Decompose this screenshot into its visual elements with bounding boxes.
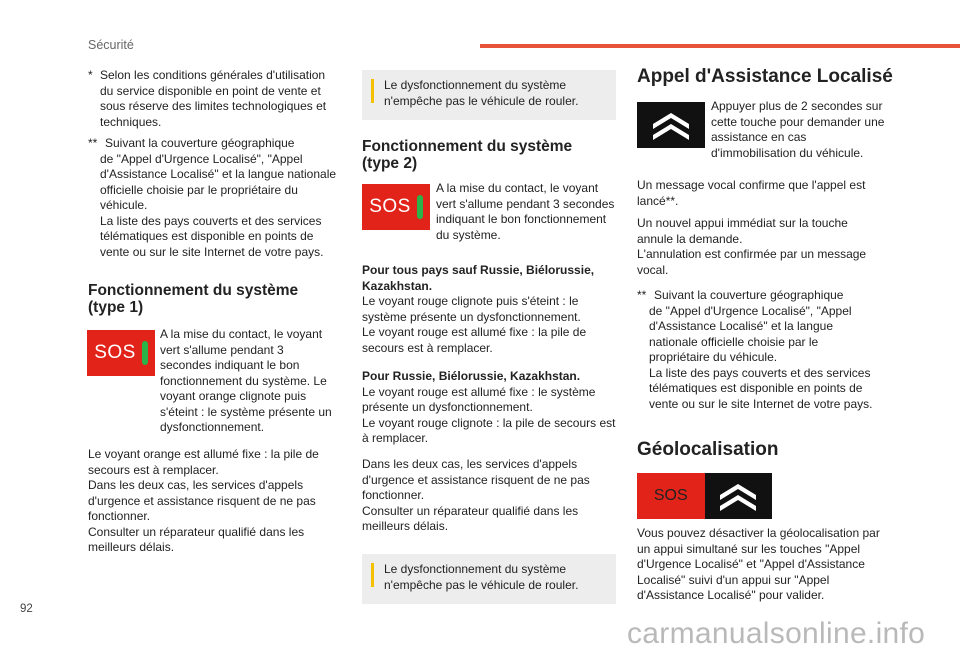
sos-label: SOS (653, 487, 688, 504)
chevrons-icon (716, 479, 760, 513)
footnote-text: La liste des pays couverts et des services télématiques est disponible en points de vente ou sur le site Internet de votre pays. (100, 213, 324, 259)
footnote-double-star (88, 136, 338, 260)
heading-geolocalisation: Géolocalisation (637, 439, 779, 460)
geolocalisation-paragraph: Vous pouvez désactiver la géolocalisation par un appui simultané sur les touches "Appel d'Urgence Localisé" et "Appel d'Assistance Localisé" suivi d'un appui sur "Appel d'Assistance Localisé" pour valider. (637, 526, 880, 602)
sos-button-image (87, 330, 155, 376)
assistance-button-image (705, 473, 773, 519)
page-number: 92 (20, 603, 33, 615)
sos-label: SOS (369, 196, 411, 217)
footnote-first-line: Suivant la couverture géographique (654, 288, 844, 302)
paragraph-line: Un nouvel appui immédiat sur la touche annule la demande. (637, 216, 848, 246)
footnote-single-star (88, 68, 338, 130)
footnote-double-star (637, 288, 882, 412)
info-box (362, 554, 616, 604)
footnote-mark: ** (88, 136, 98, 150)
assistance-button-image (637, 102, 705, 148)
sos-button-image (637, 473, 705, 519)
paragraph-line: Le voyant rouge clignote puis s'éteint : le système présente un dysfonctionnement. (362, 294, 581, 324)
green-led-icon (142, 341, 148, 365)
type2-block-2 (362, 369, 618, 447)
header-accent-bar (480, 44, 960, 48)
cancel-paragraph (637, 216, 882, 278)
paragraph-line: L'annulation est confirmée par un message vocal. (637, 247, 867, 277)
chevrons-icon (649, 108, 693, 142)
paragraph-line: Le voyant rouge est allumé fixe : le système présente un dysfonctionnement. (362, 384, 596, 414)
heading-assistance: Appel d'Assistance Localisé (637, 66, 893, 87)
block-title: Pour Russie, Biélorussie, Kazakhstan. (362, 369, 581, 383)
heading-line: (type 2) (362, 155, 418, 172)
type1-paragraph (88, 447, 338, 556)
heading-line: Fonctionnement du système (362, 138, 573, 155)
info-text: Le dysfonctionnement du système n'empêche pas le véhicule de rouler. (384, 562, 579, 592)
type1-description: A la mise du contact, le voyant vert s'allume pendant 3 secondes indiquant le bon fonctionnement du système. Le voyant orange clignote puis s'éteint : le système présente un dysfonctionnement. (160, 327, 332, 434)
footnote-text: Selon les conditions générales d'utilisation du service disponible en point de vente et sous réserve des limites technologiques et techniques. (100, 68, 327, 129)
footnote-text: de "Appel d'Urgence Localisé", "Appel d'Assistance Localisé" et la langue nationale officielle choisie par le propriétaire du véhicule. (649, 303, 852, 364)
type2-description: A la mise du contact, le voyant vert s'allume pendant 3 secondes indiquant le bon fonctionnement du système. (436, 181, 615, 242)
green-led-icon (417, 195, 423, 219)
heading-type1 (88, 282, 338, 316)
info-bar (371, 563, 374, 587)
info-box (362, 70, 616, 120)
paragraph-line: Consulter un réparateur qualifié dans les meilleurs délais. (88, 524, 305, 554)
footnote-first-line: Suivant la couverture géographique (105, 136, 295, 150)
section-label: Sécurité (88, 38, 134, 52)
footnote-mark: ** (637, 288, 647, 302)
paragraph-line: Le voyant rouge est allumé fixe : la pile de secours est à remplacer. (362, 325, 587, 355)
sos-label: SOS (94, 342, 136, 363)
footnote-mark: * (88, 68, 93, 82)
footnote-text: La liste des pays couverts et des services télématiques est disponible en points de vente ou sur le site Internet de votre pays. (649, 365, 873, 411)
heading-line: (type 1) (88, 299, 144, 316)
assistance-description: Appuyer plus de 2 secondes sur cette touche pour demander une assistance en cas d'immobilisation du véhicule. (711, 99, 885, 160)
paragraph-line: Le voyant rouge clignote : la pile de secours est à remplacer. (362, 415, 616, 445)
footnote-text: de "Appel d'Urgence Localisé", "Appel d'Assistance Localisé" et la langue nationale officielle choisie par le propriétaire du véhicule. (100, 151, 337, 212)
heading-line: Fonctionnement du système (88, 282, 299, 299)
geolocalisation-buttons-image (637, 473, 772, 519)
watermark: carmanualsonline.info (627, 617, 926, 650)
paragraph: Un message vocal confirme que l'appel est lancé**. (637, 178, 866, 208)
type2-paragraph (362, 457, 618, 535)
heading-type2 (362, 138, 618, 172)
info-bar (371, 79, 374, 103)
block-title: Pour tous pays sauf Russie, Biélorussie, Kazakhstan. (362, 263, 595, 293)
sos-button-image (362, 184, 430, 230)
paragraph-line: Dans les deux cas, les services d'appels d'urgence et assistance risquent de ne pas fonctionner. (362, 457, 590, 502)
info-text: Le dysfonctionnement du système n'empêche pas le véhicule de rouler. (384, 78, 579, 108)
paragraph-line: Le voyant orange est allumé fixe : la pile de secours est à remplacer. (88, 447, 319, 477)
type2-block-1 (362, 263, 618, 356)
paragraph-line: Consulter un réparateur qualifié dans les meilleurs délais. (362, 503, 579, 533)
paragraph-line: Dans les deux cas, les services d'appels d'urgence et assistance risquent de ne pas fonctionner. (88, 478, 316, 523)
